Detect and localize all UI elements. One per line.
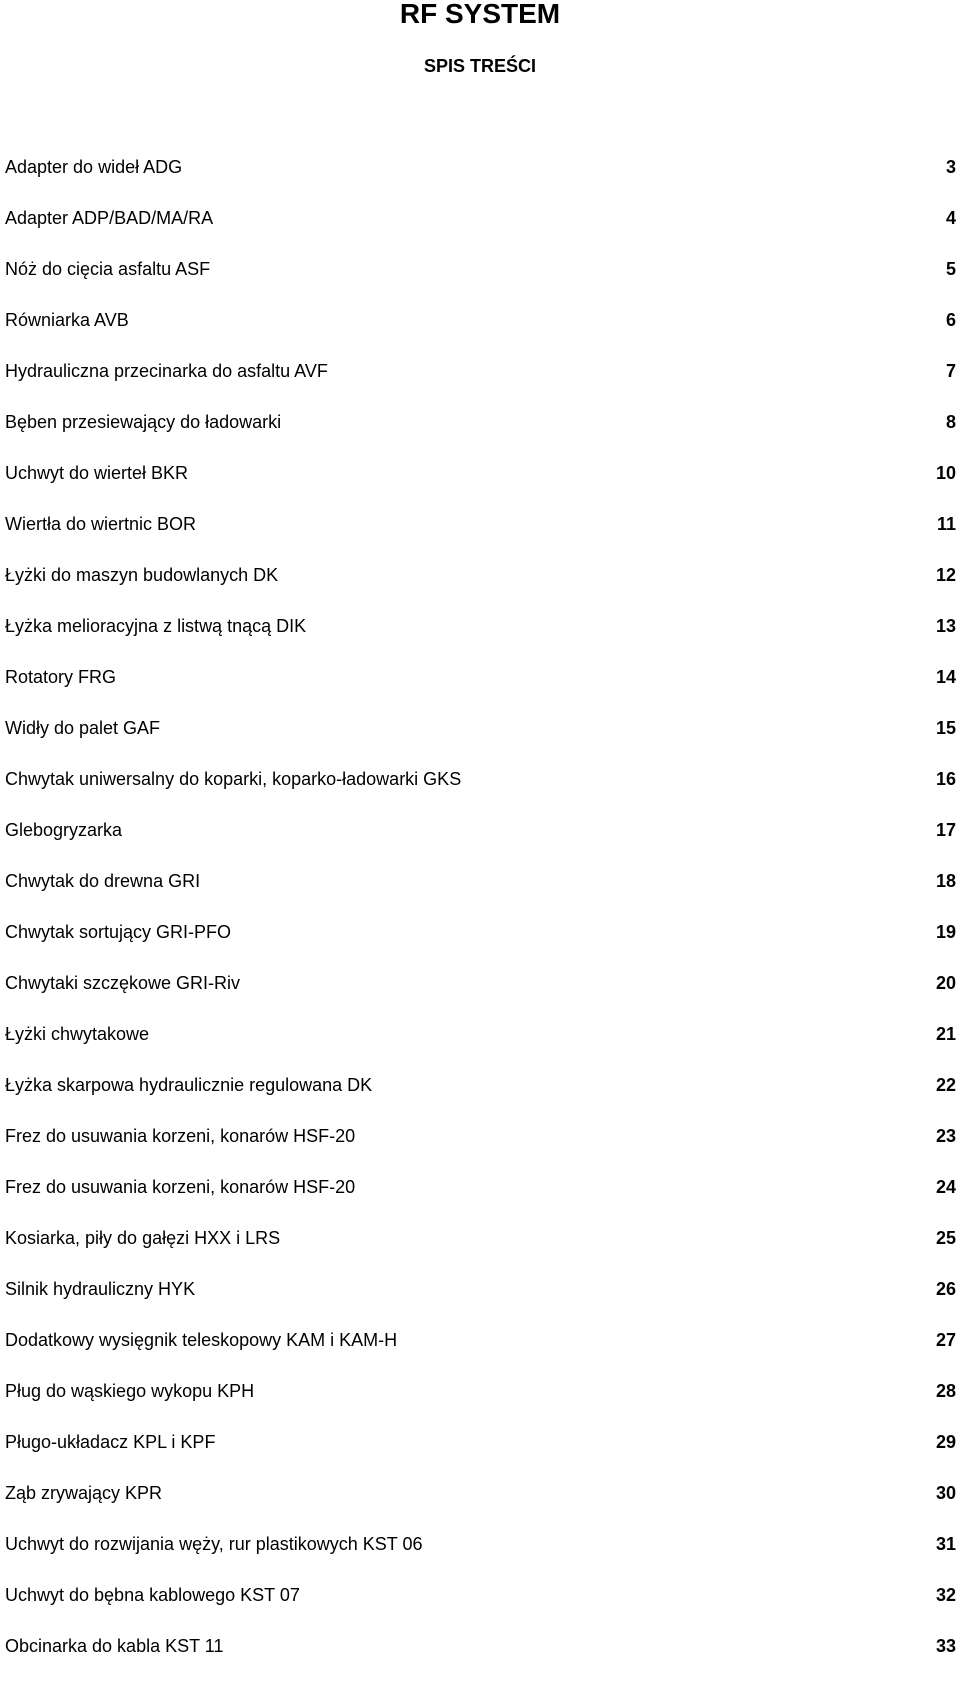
toc-entry-page-number: 24 <box>935 1177 956 1197</box>
toc-entry <box>5 921 956 972</box>
toc-entry-title: Łyżka skarpowa hydraulicznie regulowana DK <box>5 1075 373 1095</box>
toc-entry-title: Adapter do wideł ADG <box>5 157 183 177</box>
toc-entry-page-number: 17 <box>935 820 956 840</box>
toc-entry-title: Pług do wąskiego wykopu KPH <box>5 1381 255 1401</box>
toc-entry <box>5 768 956 819</box>
toc-entry <box>5 1533 956 1584</box>
toc-entry-title: Bęben przesiewający do ładowarki <box>5 412 282 432</box>
toc-entry-page-number: 23 <box>935 1126 956 1146</box>
toc-entry-page-number: 32 <box>935 1585 956 1605</box>
toc-entry-title: Frez do usuwania korzeni, konarów HSF-20 <box>5 1177 356 1197</box>
toc-entry-page-number: 5 <box>945 259 956 279</box>
toc-entry <box>5 411 956 462</box>
toc-entry-page-number: 28 <box>935 1381 956 1401</box>
table-of-contents <box>5 156 956 1686</box>
toc-entry-title: Silnik hydrauliczny HYK <box>5 1279 196 1299</box>
toc-entry-title: Widły do palet GAF <box>5 718 161 738</box>
toc-entry <box>5 207 956 258</box>
toc-entry <box>5 1329 956 1380</box>
toc-entry <box>5 1227 956 1278</box>
toc-entry <box>5 1125 956 1176</box>
toc-entry-title: Wiertła do wiertnic BOR <box>5 514 197 534</box>
toc-entry-title: Glebogryzarka <box>5 820 123 840</box>
toc-entry-title: Chwytak uniwersalny do koparki, koparko-ładowarki GKS <box>5 769 462 789</box>
toc-entry-title: Uchwyt do wierteł BKR <box>5 463 189 483</box>
toc-entry-page-number: 8 <box>945 412 956 432</box>
toc-entry-title: Równiarka AVB <box>5 310 129 330</box>
toc-entry-page-number: 25 <box>935 1228 956 1248</box>
toc-entry <box>5 513 956 564</box>
toc-entry-title: Ząb zrywający KPR <box>5 1483 163 1503</box>
toc-entry <box>5 309 956 360</box>
toc-entry-page-number: 12 <box>935 565 956 585</box>
toc-entry <box>5 1482 956 1533</box>
toc-entry <box>5 1635 956 1686</box>
toc-entry-page-number: 33 <box>935 1636 956 1656</box>
toc-entry <box>5 972 956 1023</box>
toc-entry <box>5 1431 956 1482</box>
toc-entry-page-number: 7 <box>945 361 956 381</box>
toc-entry-title: Adapter ADP/BAD/MA/RA <box>5 208 214 228</box>
toc-entry-page-number: 22 <box>935 1075 956 1095</box>
toc-entry-page-number: 3 <box>945 157 956 177</box>
toc-entry-title: Chwytak do drewna GRI <box>5 871 201 891</box>
toc-entry <box>5 1584 956 1635</box>
document-subtitle: SPIS TREŚCI <box>423 56 537 76</box>
toc-entry <box>5 666 956 717</box>
toc-entry <box>5 870 956 921</box>
toc-entry-title: Łyżki do maszyn budowlanych DK <box>5 565 279 585</box>
toc-entry-page-number: 13 <box>935 616 956 636</box>
toc-entry-page-number: 11 <box>936 514 956 534</box>
toc-entry-title: Frez do usuwania korzeni, konarów HSF-20 <box>5 1126 356 1146</box>
toc-entry-page-number: 27 <box>935 1330 956 1350</box>
toc-entry-title: Rotatory FRG <box>5 667 117 687</box>
toc-entry <box>5 717 956 768</box>
toc-entry <box>5 1074 956 1125</box>
toc-entry-page-number: 18 <box>935 871 956 891</box>
toc-entry-title: Chwytaki szczękowe GRI-Riv <box>5 973 241 993</box>
toc-entry-title: Kosiarka, piły do gałęzi HXX i LRS <box>5 1228 281 1248</box>
toc-entry-title: Dodatkowy wysięgnik teleskopowy KAM i KAM-H <box>5 1330 398 1350</box>
toc-entry-title: Hydrauliczna przecinarka do asfaltu AVF <box>5 361 328 381</box>
toc-entry <box>5 1023 956 1074</box>
toc-entry-page-number: 15 <box>935 718 956 738</box>
toc-entry-page-number: 26 <box>935 1279 956 1299</box>
toc-entry-page-number: 30 <box>935 1483 956 1503</box>
toc-entry-page-number: 10 <box>935 463 956 483</box>
toc-entry-title: Pługo-układacz KPL i KPF <box>5 1432 216 1452</box>
toc-entry <box>5 156 956 207</box>
toc-entry-title: Chwytak sortujący GRI-PFO <box>5 922 232 942</box>
toc-entry <box>5 615 956 666</box>
toc-entry-title: Obcinarka do kabla KST 11 <box>5 1636 224 1656</box>
toc-entry-page-number: 29 <box>935 1432 956 1452</box>
toc-entry <box>5 1176 956 1227</box>
toc-entry-title: Łyżka melioracyjna z listwą tnącą DIK <box>5 616 307 636</box>
toc-entry <box>5 819 956 870</box>
toc-entry-page-number: 16 <box>935 769 956 789</box>
toc-entry-page-number: 4 <box>945 208 956 228</box>
document-title: RF SYSTEM <box>399 0 561 29</box>
toc-entry <box>5 462 956 513</box>
toc-entry-page-number: 6 <box>945 310 956 330</box>
toc-entry <box>5 360 956 411</box>
toc-entry <box>5 1278 956 1329</box>
toc-entry-page-number: 14 <box>935 667 956 687</box>
toc-entry <box>5 1380 956 1431</box>
toc-entry-title: Łyżki chwytakowe <box>5 1024 150 1044</box>
toc-entry-page-number: 19 <box>935 922 956 942</box>
toc-entry <box>5 564 956 615</box>
toc-entry <box>5 258 956 309</box>
toc-entry-title: Nóż do cięcia asfaltu ASF <box>5 259 211 279</box>
toc-entry-page-number: 20 <box>935 973 956 993</box>
toc-entry-page-number: 31 <box>935 1534 956 1554</box>
toc-entry-title: Uchwyt do rozwijania węży, rur plastikowych KST 06 <box>5 1534 423 1554</box>
toc-entry-page-number: 21 <box>935 1024 956 1044</box>
toc-entry-title: Uchwyt do bębna kablowego KST 07 <box>5 1585 300 1605</box>
